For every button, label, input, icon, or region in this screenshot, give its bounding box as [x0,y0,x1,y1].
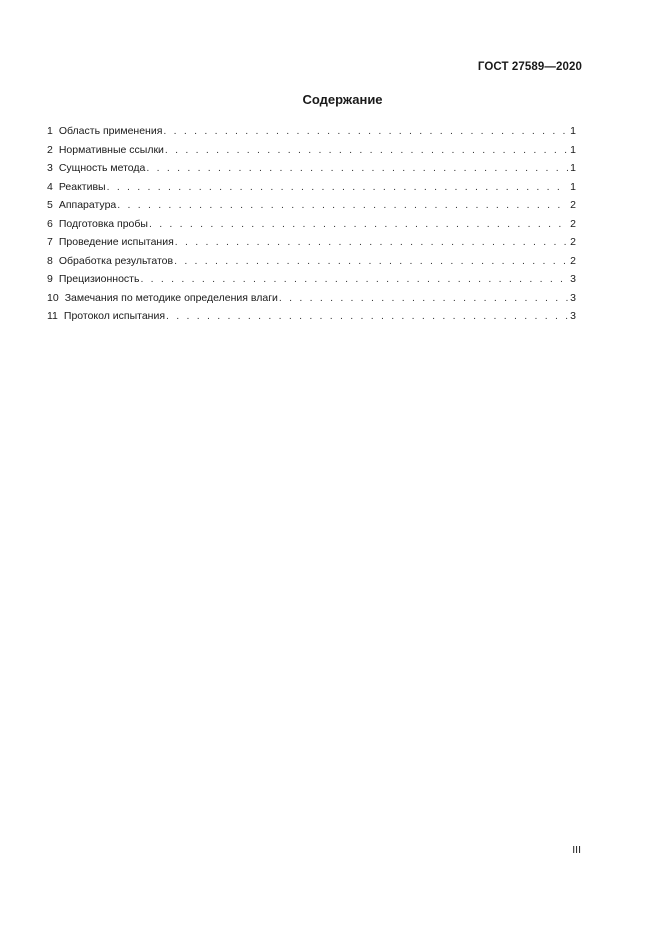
toc-entry[interactable] [47,289,576,308]
toc-entry-title: Область применения [58,125,163,137]
toc-entry-number: 11 [47,310,58,322]
toc-entry-title: Протокол испытания [63,310,166,322]
toc-entry-page: 1 [570,143,576,156]
toc-entry-title: Реактивы [58,180,106,193]
dot-leader [174,252,568,271]
toc-entry-page: 2 [570,254,576,267]
toc-entry-page: 2 [570,217,576,230]
toc-entry-number: 1 [47,125,53,137]
dot-leader [146,159,568,178]
toc-entry[interactable] [47,215,576,234]
toc-entry-page: 3 [570,273,576,285]
toc-entry[interactable] [47,141,576,160]
toc-entry-title: Прецизионность [58,273,140,285]
dot-leader [140,270,568,289]
toc-entry[interactable] [47,252,576,271]
dot-leader [107,178,569,197]
toc-entry[interactable] [47,159,576,178]
toc-entry-title: Аппаратура [58,199,117,211]
toc-entry-number: 6 [47,217,53,230]
toc-entry-title: Замечания по методике определения влаги [64,291,278,304]
toc-entry-title: Нормативные ссылки [58,143,164,156]
toc-entry-page: 3 [570,291,576,304]
toc-entry-number: 7 [47,236,53,248]
toc-entry-number: 8 [47,254,53,267]
toc-entry-title: Обработка результатов [58,254,174,267]
toc-entry-number: 2 [47,143,53,156]
dot-leader [149,215,568,234]
toc-entry-page: 2 [570,236,576,248]
toc-entry[interactable] [47,233,576,252]
toc-entry-page: 1 [570,180,576,193]
toc-entry[interactable] [47,122,576,141]
toc-title: Содержание [302,92,383,107]
dot-leader [279,289,568,308]
dot-leader [175,233,568,252]
toc-entry-number: 5 [47,199,53,211]
dot-leader [117,196,568,215]
table-of-contents [47,122,576,326]
toc-entry-number: 9 [47,273,53,285]
toc-entry-number: 4 [47,180,53,193]
page-number: III [572,844,581,856]
toc-entry[interactable] [47,270,576,289]
toc-entry-title: Сущность метода [58,162,146,174]
toc-entry[interactable] [47,196,576,215]
toc-entry-page: 3 [570,310,576,322]
toc-entry-title: Проведение испытания [58,236,174,248]
toc-entry-number: 10 [47,291,59,304]
toc-entry[interactable] [47,178,576,197]
toc-entry-number: 3 [47,162,53,174]
document-code: ГОСТ 27589—2020 [477,61,582,73]
toc-entry-page: 2 [570,199,576,211]
dot-leader [163,122,568,141]
toc-entry-page: 1 [570,162,576,174]
toc-entry-title: Подготовка пробы [58,217,148,230]
toc-entry[interactable] [47,307,576,326]
toc-entry-page: 1 [570,125,576,137]
dot-leader [166,307,568,326]
dot-leader [165,141,568,160]
